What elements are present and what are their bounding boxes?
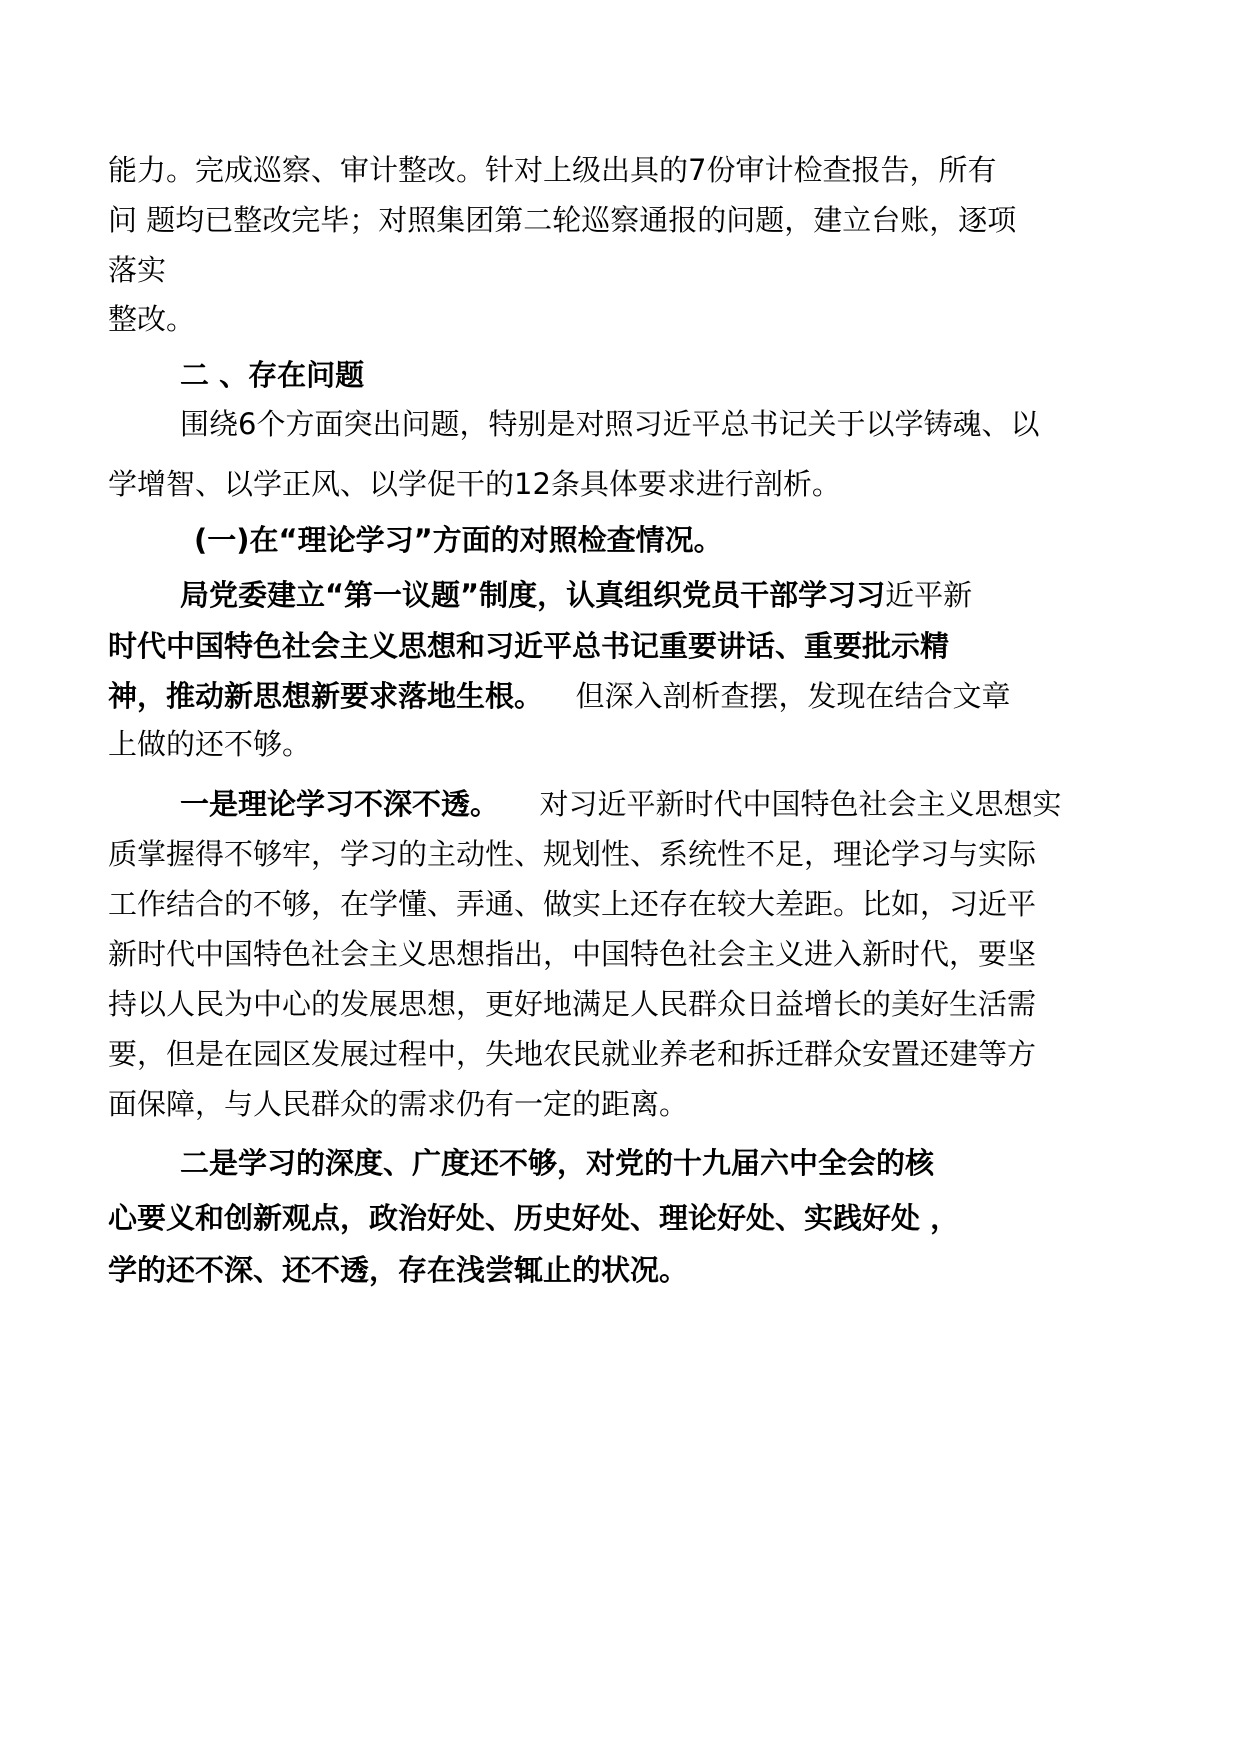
bold-text: 时代中国特色社会主义思想和习近平总书记重要讲话、重要批示精 — [108, 629, 950, 663]
text-line — [108, 629, 950, 663]
bold-text: 一是理论学习不深不透。 — [180, 787, 500, 821]
text-line — [180, 407, 1040, 441]
text-line-content: 能力。完成巡察、审计整改。针对上级出具的7份审计检查报告，所有 — [108, 153, 997, 187]
subsection-heading-text: (一)在“理论学习”方面的对照检查情况。 — [194, 523, 723, 557]
bold-text: 学的还不深、还不透，存在浅尝辄止的状况。 — [108, 1253, 689, 1287]
subsection-heading — [194, 523, 723, 557]
text-line-content: 要，但是在园区发展过程中，失地农民就业养老和拆迁群众安置还建等方 — [108, 1037, 1037, 1071]
text-line-content: 质掌握得不够牢，学习的主动性、规划性、系统性不足，理论学习与实际 — [108, 837, 1037, 871]
text-line — [108, 1087, 689, 1121]
text-line — [108, 1037, 1037, 1071]
section-heading — [180, 358, 365, 392]
text-line-content: 落实 — [108, 253, 167, 287]
text-line — [108, 887, 1037, 921]
text-line-content: 面保障，与人民群众的需求仍有一定的距离。 — [108, 1087, 689, 1121]
text-line — [108, 1253, 689, 1287]
text-line — [180, 578, 973, 612]
text-line — [108, 467, 841, 501]
text-line-content: 新时代中国特色社会主义思想指出，中国特色社会主义进入新时代，要坚 — [108, 937, 1037, 971]
text-line-content: 上做的还不够。 — [108, 727, 312, 761]
bold-text: 神，推动新思想新要求落地生根。 — [108, 679, 544, 713]
bold-text: 心要义和创新观点，政治好处、历史好处、理论好处、实践好处 ， — [108, 1201, 960, 1235]
text-line — [180, 787, 1062, 821]
text-line — [108, 1201, 960, 1235]
text-line — [180, 1146, 935, 1180]
text-line — [108, 203, 1017, 237]
text-line — [108, 679, 1011, 713]
text-line-content: 工作结合的不够，在学懂、弄通、做实上还存在较大差距。比如，习近平 — [108, 887, 1037, 921]
text-line-content: 整改。 — [108, 302, 196, 336]
text-line-content: 问 题均已整改完毕；对照集团第二轮巡察通报的问题，建立台账，逐项 — [108, 203, 1017, 237]
text-line-content: 围绕6个方面突出问题，特别是对照习近平总书记关于以学铸魂、以 — [180, 407, 1040, 441]
text-line — [108, 153, 997, 187]
text-line — [108, 937, 1037, 971]
text-line-content: 但深入剖析查摆，发现在结合文章 — [575, 679, 1011, 713]
section-heading-text: 二 、存在问题 — [180, 358, 365, 392]
text-line — [108, 987, 1037, 1021]
text-line-content: 学增智、以学正风、以学促干的12条具体要求进行剖析。 — [108, 467, 841, 501]
bold-text: 局党委建立“第一议题”制度，认真组织党员干部学习习 — [180, 578, 886, 612]
text-line — [108, 253, 167, 287]
text-line-content: 对习近平新时代中国特色社会主义思想实 — [539, 787, 1062, 821]
bold-text: 二是学习的深度、广度还不够，对党的十九届六中全会的核 — [180, 1146, 935, 1180]
text-line-content: 近平新 — [885, 578, 973, 612]
text-line-content: 持以人民为中心的发展思想，更好地满足人民群众日益增长的美好生活需 — [108, 987, 1037, 1021]
text-line — [108, 302, 196, 336]
text-line — [108, 837, 1037, 871]
text-line — [108, 727, 312, 761]
